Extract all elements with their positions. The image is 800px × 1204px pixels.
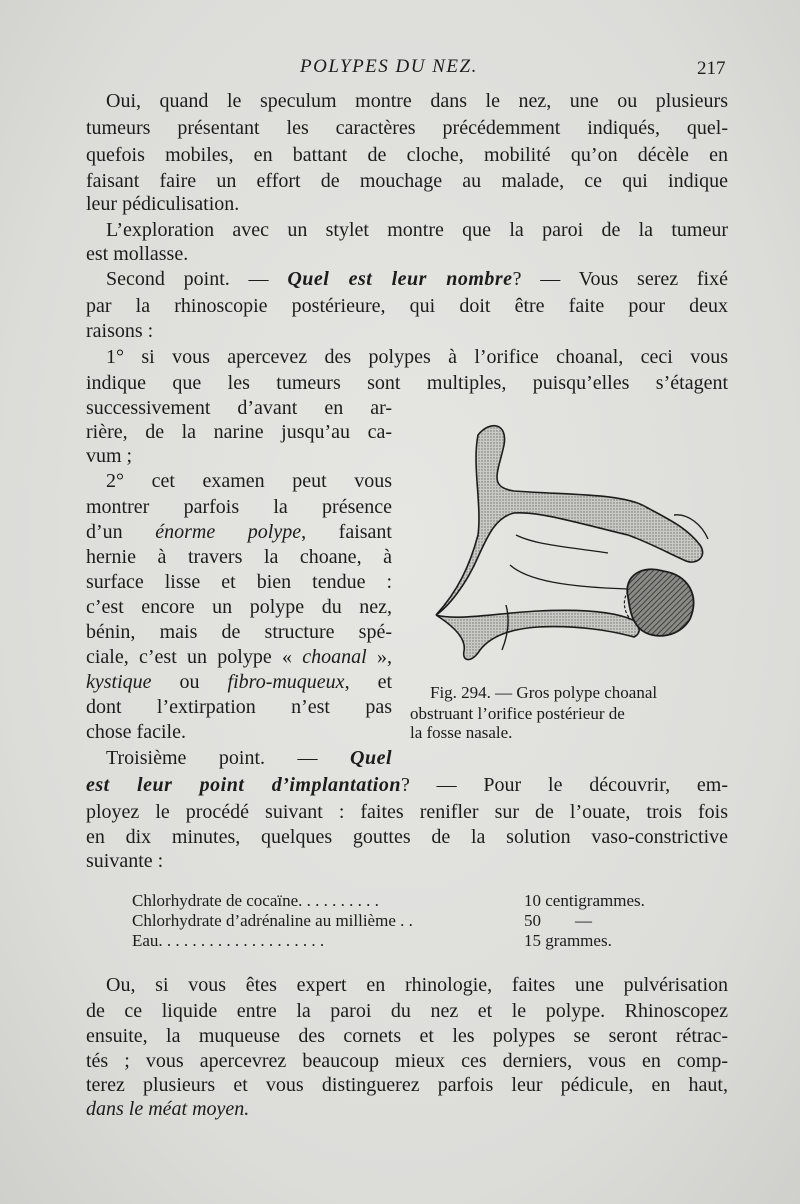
running-head: POLYPES DU NEZ. — [300, 56, 478, 77]
text-line: suivante : — [86, 850, 164, 872]
formula-ingredient: Chlorhydrate d’adrénaline au millième . . — [132, 911, 413, 930]
formula-quantity: 50 — — [524, 911, 592, 930]
text-line: en dix minutes, quelques gouttes de la solution vaso-constrictive — [86, 826, 728, 848]
text-line: Ou, si vous êtes expert en rhinologie, faites une pulvérisation — [106, 974, 728, 996]
text-line: tés ; vous apercevrez beaucoup mieux ces derniers, vous en comp- — [86, 1050, 728, 1072]
text-line: de ce liquide entre la paroi du nez et le polype. Rhinoscopez — [86, 1000, 728, 1022]
text-line: est leur point d’implantation? — Pour le découvrir, em- — [86, 774, 728, 796]
text-line: c’est encore un polype du nez, — [86, 596, 392, 618]
text-line: chose facile. — [86, 721, 186, 743]
nasal-polyp-figure — [418, 415, 736, 675]
text-line: hernie à travers la choane, à — [86, 546, 392, 568]
text-line: bénin, mais de structure spé- — [86, 621, 392, 643]
text-line: est mollasse. — [86, 243, 189, 265]
page-number: 217 — [697, 58, 726, 79]
figure-caption: Fig. 294. — Gros polype choanal — [430, 683, 658, 702]
text-line: vum ; — [86, 445, 133, 467]
formula-ingredient: Eau. . . . . . . . . . . . . . . . . . . . — [132, 931, 325, 950]
text-line: dont l’extirpation n’est pas — [86, 696, 392, 718]
formula-quantity: 15 grammes. — [524, 931, 612, 950]
text-line: tumeurs présentant les caractères précédemment indiqués, quel- — [86, 117, 728, 139]
text-line: terez plusieurs et vous distinguerez parfois leur pédicule, en haut, — [86, 1074, 728, 1096]
palate-shape — [436, 610, 639, 659]
turbinate-line — [510, 565, 628, 589]
text-line: successivement d’avant en ar- — [86, 397, 392, 419]
text-line: d’un énorme polype, faisant — [86, 521, 392, 543]
page-header — [0, 56, 800, 86]
text-line: L’exploration avec un stylet montre que la paroi de la tumeur — [106, 219, 728, 241]
text-line: 1° si vous apercevez des polypes à l’orifice choanal, ceci vous — [106, 346, 728, 368]
nasal-cavity-illustration — [418, 415, 736, 675]
text-line: surface lisse et bien tendue : — [86, 571, 392, 593]
text-line: ciale, c’est un polype « choanal », — [86, 646, 393, 668]
text-line: ensuite, la muqueuse des cornets et les polypes se seront rétrac- — [86, 1025, 728, 1047]
text-line: ployez le procédé suivant : faites renifler sur de l’ouate, trois fois — [86, 801, 728, 823]
text-line: kystique ou fibro-muqueux, et — [86, 671, 393, 693]
text-line: quefois mobiles, en battant de cloche, mobilité qu’on décèle en — [86, 144, 728, 166]
text-line: 2° cet examen peut vous — [106, 470, 392, 492]
text-line: Second point. — Quel est leur nombre? — Vous serez fixé — [106, 268, 728, 290]
text-line: indique que les tumeurs sont multiples, puisqu’elles s’étagent — [86, 372, 728, 394]
polyp-shape — [627, 569, 693, 636]
formula-ingredient: Chlorhydrate de cocaïne. . . . . . . . . . — [132, 891, 379, 910]
text-line: leur pédiculisation. — [86, 193, 240, 215]
text-line: montrer parfois la présence — [86, 496, 392, 518]
turbinate-line — [516, 535, 608, 553]
text-line: rière, de la narine jusqu’au ca- — [86, 421, 392, 443]
figure-caption: obstruant l’orifice postérieur de — [410, 704, 625, 723]
figure-caption: la fosse nasale. — [410, 723, 513, 742]
text-line: Troisième point. — Quel — [106, 747, 392, 769]
text-line: Oui, quand le speculum montre dans le nez, une ou plusieurs — [106, 90, 728, 112]
text-line: raisons : — [86, 320, 154, 342]
text-line: faisant faire un effort de mouchage au malade, ce qui indique — [86, 170, 728, 192]
text-line: par la rhinoscopie postérieure, qui doit être faite pour deux — [86, 295, 728, 317]
formula-quantity: 10 centigrammes. — [524, 891, 645, 910]
text-line: dans le méat moyen. — [86, 1098, 250, 1120]
